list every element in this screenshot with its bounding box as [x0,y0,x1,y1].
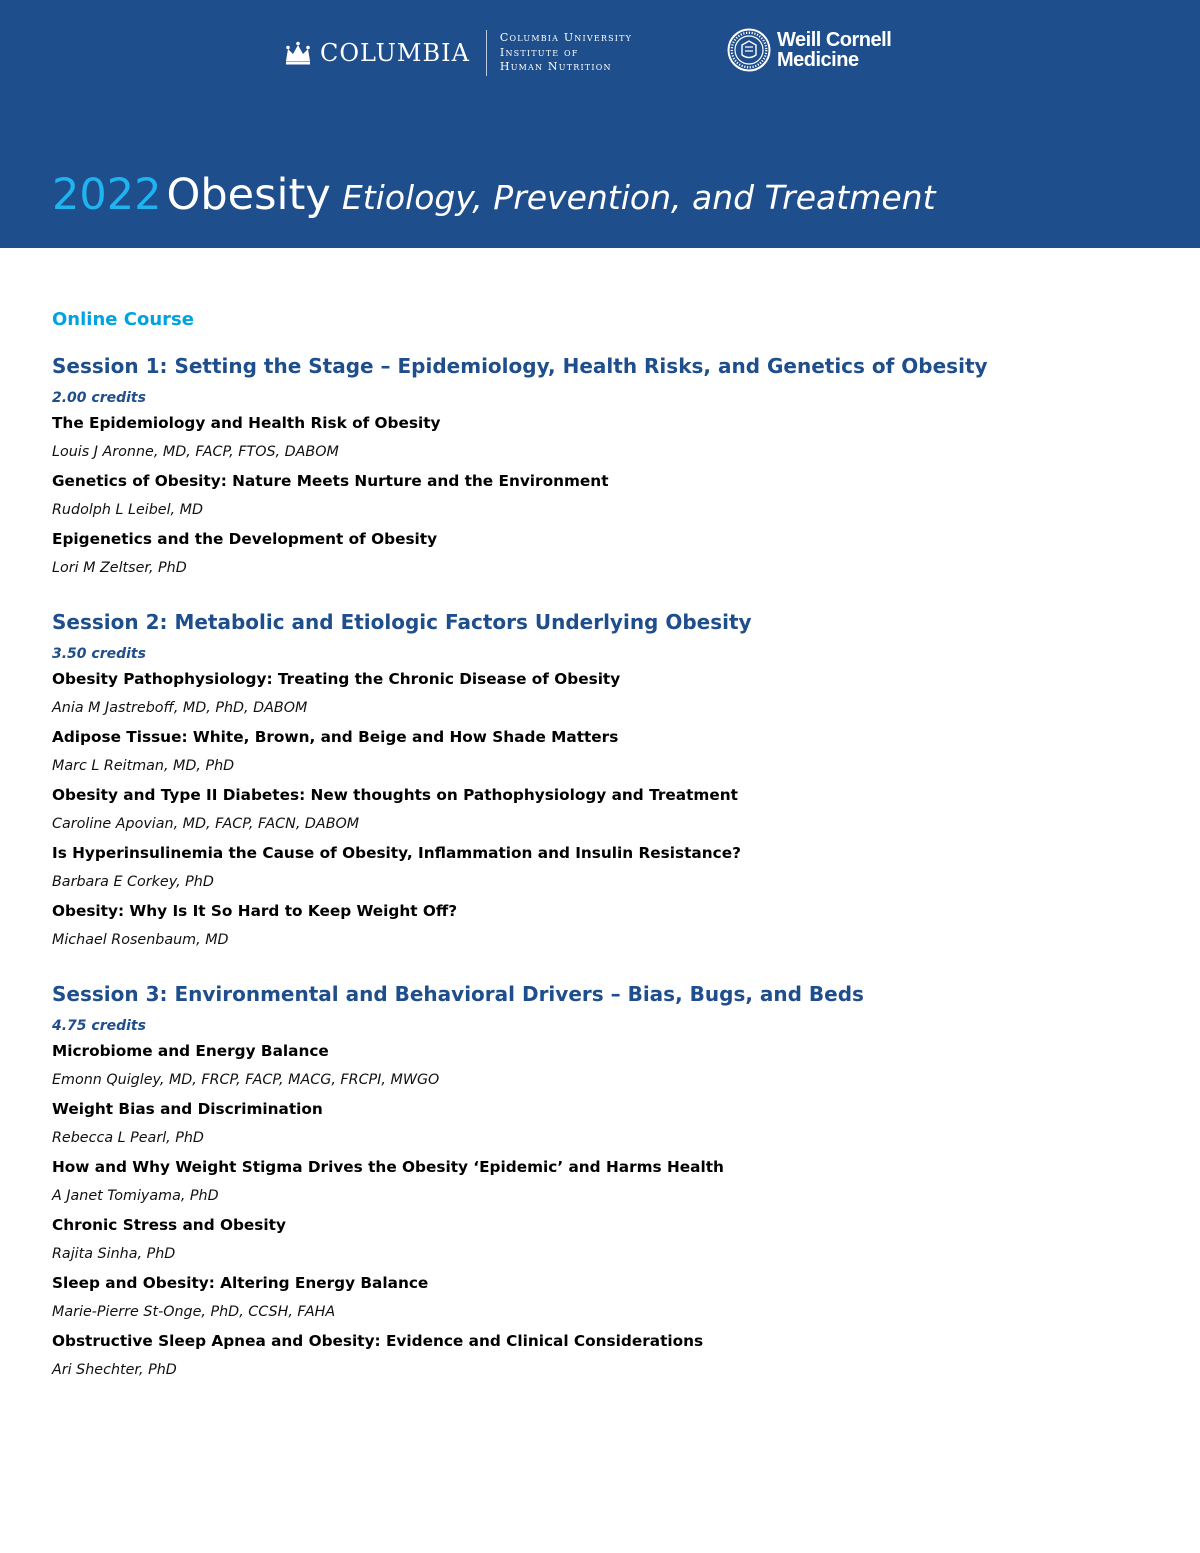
talk-speaker: Rajita Sinha, PhD [52,1246,176,1262]
talk-item [52,843,1152,892]
talk-speaker: Ania M Jastreboff, MD, PhD, DABOM [52,700,308,716]
talk-item [52,1041,1152,1090]
session-heading: Session 3: Environmental and Behavioral Drivers – Bias, Bugs, and Beds [52,982,864,1006]
talk-title: Sleep and Obesity: Altering Energy Balance [52,1274,429,1292]
talk-speaker: Barbara E Corkey, PhD [52,874,214,890]
talk-speaker: Rebecca L Pearl, PhD [52,1130,204,1146]
course-type-label: Online Course [52,309,194,330]
talk-item [52,1157,1152,1206]
talk-speaker: A Janet Tomiyama, PhD [52,1188,219,1204]
seal-icon [727,28,771,72]
session-heading: Session 1: Setting the Stage – Epidemiology, Health Risks, and Genetics of Obesity [52,354,988,378]
talk-title: Genetics of Obesity: Nature Meets Nurture and the Environment [52,472,609,490]
title-subtitle: Etiology, Prevention, and Treatment [341,178,936,217]
talk-speaker: Lori M Zeltser, PhD [52,560,187,576]
columbia-logo [284,28,632,78]
session-section [52,608,1152,950]
ihn-line: Institute of [499,45,579,59]
session-credits: 4.75 credits [52,1018,146,1034]
talk-title: How and Why Weight Stigma Drives the Obesity ‘Epidemic’ and Harms Health [52,1158,724,1176]
wcm-line: Weill Cornell [777,29,892,51]
ihn-line: Human Nutrition [499,60,612,74]
talk-speaker: Ari Shechter, PhD [52,1362,177,1378]
session-credits: 3.50 credits [52,646,146,662]
talk-title: Microbiome and Energy Balance [52,1042,329,1060]
talk-item [52,1099,1152,1148]
title-main: Obesity [166,170,331,220]
session-heading: Session 2: Metabolic and Etiologic Factors Underlying Obesity [52,610,752,634]
page-title [52,170,936,220]
talk-item [52,471,1152,520]
wcm-line: Medicine [777,49,859,71]
talk-item [52,669,1152,718]
talk-item [52,529,1152,578]
ihn-line: Columbia University [499,31,633,45]
talk-speaker: Caroline Apovian, MD, FACP, FACN, DABOM [52,816,360,832]
talk-title: Weight Bias and Discrimination [52,1100,323,1118]
header-banner [0,0,1200,248]
talk-speaker: Marie-Pierre St-Onge, PhD, CCSH, FAHA [52,1304,336,1320]
talk-title: Obesity and Type II Diabetes: New thoughts on Pathophysiology and Treatment [52,786,738,804]
crown-icon [284,41,312,65]
session-list [52,352,1152,1380]
talk-title: Obesity: Why Is It So Hard to Keep Weight Off? [52,902,458,920]
talk-item [52,1273,1152,1322]
talk-title: Chronic Stress and Obesity [52,1216,286,1234]
talk-item [52,1215,1152,1264]
session-section [52,980,1152,1380]
talk-title: Obstructive Sleep Apnea and Obesity: Evidence and Clinical Considerations [52,1332,704,1350]
talk-speaker: Louis J Aronne, MD, FACP, FTOS, DABOM [52,444,339,460]
talk-title: The Epidemiology and Health Risk of Obesity [52,414,441,432]
wcm-wordmark [777,30,891,70]
logo-divider [486,30,487,76]
ihn-wordmark [500,31,632,75]
talk-item [52,413,1152,462]
talk-speaker: Rudolph L Leibel, MD [52,502,203,518]
talk-title: Epigenetics and the Development of Obesity [52,530,438,548]
title-year: 2022 [52,170,162,220]
talk-speaker: Marc L Reitman, MD, PhD [52,758,235,774]
talk-item [52,901,1152,950]
talk-item [52,727,1152,776]
talk-item [52,785,1152,834]
talk-speaker: Michael Rosenbaum, MD [52,932,229,948]
talk-item [52,1331,1152,1380]
weill-cornell-logo [727,28,891,72]
talk-title: Adipose Tissue: White, Brown, and Beige and How Shade Matters [52,728,619,746]
session-section [52,352,1152,578]
talk-title: Is Hyperinsulinemia the Cause of Obesity, Inflammation and Insulin Resistance? [52,844,741,862]
columbia-wordmark: COLUMBIA [320,39,470,67]
session-credits: 2.00 credits [52,390,146,406]
course-content [52,305,1152,1380]
talk-speaker: Emonn Quigley, MD, FRCP, FACP, MACG, FRCPI, MWGO [52,1072,440,1088]
talk-title: Obesity Pathophysiology: Treating the Chronic Disease of Obesity [52,670,621,688]
